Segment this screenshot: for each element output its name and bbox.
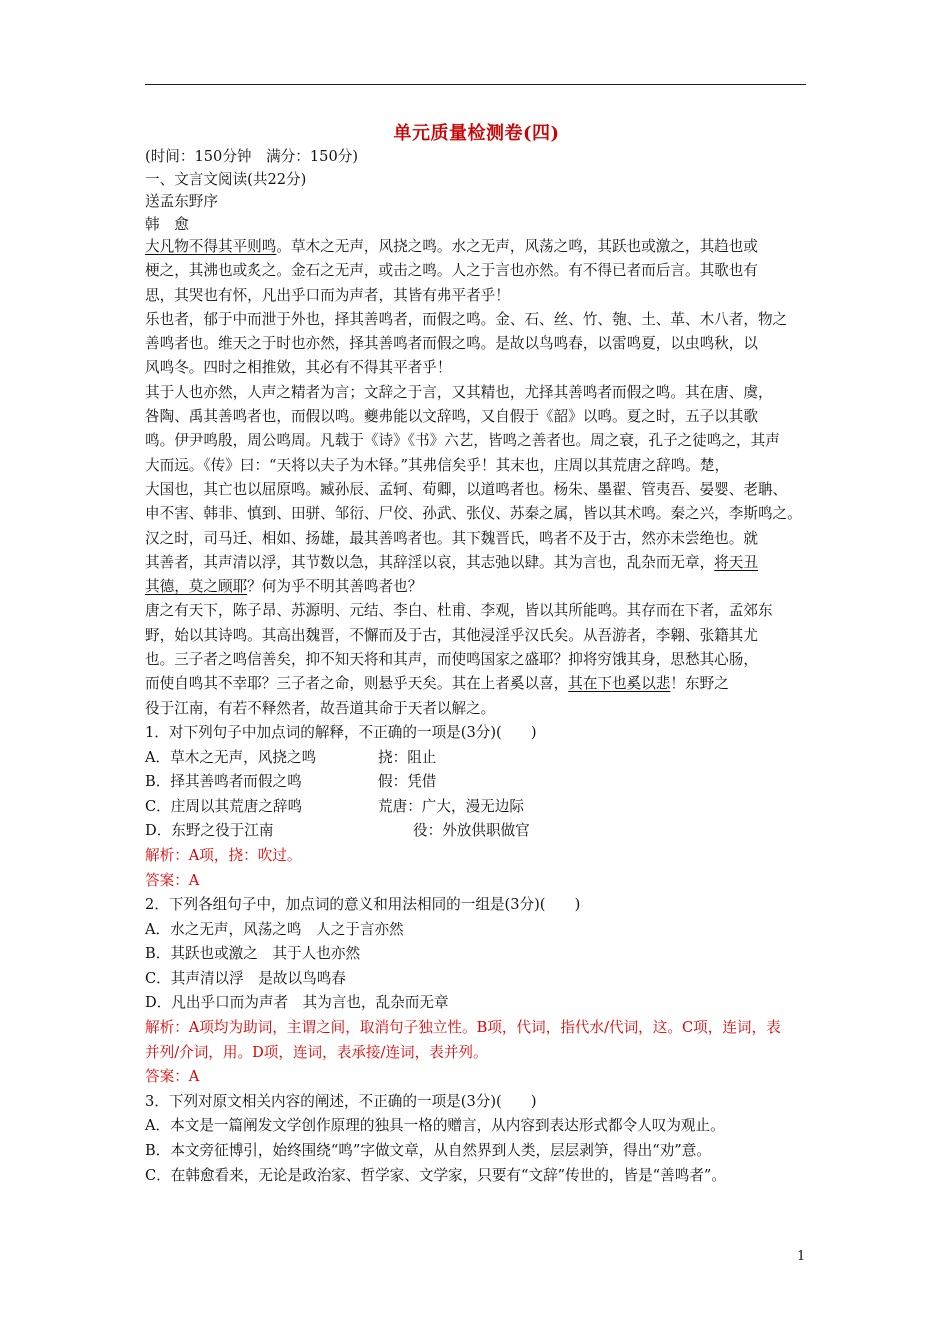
passage-line: 咎陶、禹其善鸣者也，而假以鸣。夔弗能以文辞鸣，又自假于《韶》以鸣。夏之时，五子以其歌 (145, 408, 758, 426)
header-rule (145, 84, 806, 85)
passage-line: 梗之，其沸也或炙之。金石之无声，或击之鸣。人之于言也亦然。有不得已者而后言。其歌也有 (145, 262, 758, 280)
page-number: 1 (797, 1249, 806, 1264)
question-2 (145, 896, 808, 1093)
passage-line: 也。三子者之鸣信善矣，抑不知天将和其声，而使鸣国家之盛耶？抑将穷饿其身，思愁其心肠， (145, 651, 758, 669)
article-title: 送孟东野序 (145, 193, 218, 210)
option-d: D．东野之役于江南 役：外放供职做官 (145, 822, 530, 840)
underlined-phrase: 其在下也奚以悲 (568, 675, 671, 693)
section-heading: 一、文言文阅读(共22分) (145, 170, 307, 188)
passage-line: 其善者，其声清以浮，其节数以急，其辞淫以哀，其志弛以肆。其为言也，乱杂而无章，将天丑 (145, 553, 758, 571)
passage-line: 野，始以其诗鸣。其高出魏晋，不懈而及于古，其他浸淫乎汉氏矣。从吾游者，李翱、张籍其尤 (145, 626, 758, 644)
option-a: A．水之无声，风荡之鸣 人之于言亦然 (145, 920, 404, 938)
option-b: B．其跃也或激之 其于人也亦然 (145, 945, 361, 963)
option-c: C．在韩愈看来，无论是政治家、哲学家、文学家，只要有“文辞”传世的，皆是“善鸣者”。 (145, 1166, 726, 1184)
passage-line: 大国也，其亡也以屈原鸣。臧孙辰、孟轲、荀卿，以道鸣者也。杨朱、墨翟、管夷吾、晏婴、老聃、 (145, 480, 788, 498)
passage-line: 申不害、韩非、慎到、田骈、邹衍、尸佼、孙武、张仪、苏秦之属，皆以其术鸣。秦之兴，李斯鸣之。 (145, 505, 802, 523)
passage-line: 唐之有天下，陈子昂、苏源明、元结、李白、杜甫、李观，皆以其所能鸣。其存而在下者，孟郊东 (145, 602, 773, 620)
question-stem: 1．对下列句子中加点词的解释，不正确的一项是(3分)( ) (145, 723, 537, 741)
answer-text: 答案：A (145, 1068, 200, 1086)
page-title: 单元质量检测卷(四) (393, 123, 560, 144)
passage-line: 鸣。伊尹鸣殷，周公鸣周。凡载于《诗》《书》六艺，皆鸣之善者也。周之衰，孔子之徒鸣之，其声 (145, 432, 780, 450)
underlined-phrase: 大凡物不得其平则鸣 (145, 238, 277, 255)
option-b: B．本文旁征博引，始终围绕“鸣”字做文章，从自然界到人类，层层剥笋，得出“劝”意。 (145, 1142, 711, 1160)
passage-line: 汉之时，司马迁、相如、扬雄，最其善鸣者也。其下魏晋氏，鸣者不及于古，然亦未尝绝也。就 (145, 529, 758, 547)
option-c: C．庄周以其荒唐之辞鸣 荒唐：广大，漫无边际 (145, 797, 524, 815)
underlined-phrase: 将天丑 (714, 553, 758, 571)
passage-line: 而使自鸣其不幸耶？三子者之命，则悬乎天矣。其在上者奚以喜，其在下也奚以悲！东野之 (145, 675, 729, 693)
option-c: C．其声清以浮 是故以鸟鸣春 (145, 969, 346, 987)
passage-line: 风鸣冬。四时之相推敓，其必有不得其平者乎！ (145, 359, 452, 377)
passage-line: 善鸣者也。维天之于时也亦然，择其善鸣者而假之鸣。是故以鸟鸣春，以雷鸣夏，以虫鸣秋，以 (145, 335, 758, 353)
question-1 (145, 724, 808, 896)
underlined-phrase: 其德，莫之顾耶 (145, 578, 248, 596)
passage-line: 乐也者，郁于中而泄于外也，择其善鸣者，而假之鸣。金、石、丝、竹、匏、土、革、木八者，物之 (145, 310, 788, 328)
passage-line: 其于人也亦然，人声之精者为言；文辞之于言，又其精也，尤择其善鸣者而假之鸣。其在唐、虞， (145, 383, 773, 401)
question-stem: 3．下列对原文相关内容的阐述，不正确的一项是(3分)( ) (145, 1092, 537, 1110)
time-info: (时间：150分钟 满分：150分) (145, 148, 359, 165)
analysis-text: 并列/介词，用。D项，连词，表承接/连词，表并列。 (145, 1043, 488, 1061)
option-d: D．凡出乎口而为声者 其为言也，乱杂而无章 (145, 994, 449, 1012)
answer-text: 答案：A (145, 871, 200, 889)
passage-line: 思，其哭也有怀，凡出乎口而为声者，其皆有弗平者乎！ (145, 286, 510, 304)
passage-line: 役于江南，有若不释然者，故吾道其命于天者以解之。 (145, 699, 496, 717)
analysis-text: 解析：A项均为助词，主谓之间，取消句子独立性。B项，代词，指代水/代词，这。C项，连词，表 (145, 1019, 781, 1037)
question-3 (145, 1093, 808, 1191)
question-stem: 2．下列各组句子中，加点词的意义和用法相同的一组是(3分)( ) (145, 896, 581, 914)
passage (145, 238, 808, 724)
analysis-text: 解析：A项，挠：吹过。 (145, 846, 302, 864)
passage-line: 其德，莫之顾耶？何为乎不明其善鸣者也？ (145, 578, 423, 596)
option-a: A．草木之无声，风挠之鸣 挠：阻止 (145, 748, 437, 766)
option-b: B．择其善鸣者而假之鸣 假：凭借 (145, 773, 437, 791)
passage-line: 大而远。《传》曰：“天将以夫子为木铎。”其弗信矣乎！其末也，庄周以其荒唐之辞鸣。楚， (145, 456, 730, 474)
document-body (145, 122, 808, 1191)
passage-line: 大凡物不得其平则鸣。草木之无声，风挠之鸣。水之无声，风荡之鸣，其跃也或激之，其趋也或 (145, 238, 758, 255)
option-a: A．本文是一篇阐发文学创作原理的独具一格的赠言，从内容到表达形式都令人叹为观止。 (145, 1117, 725, 1135)
article-author: 韩 愈 (145, 215, 189, 233)
